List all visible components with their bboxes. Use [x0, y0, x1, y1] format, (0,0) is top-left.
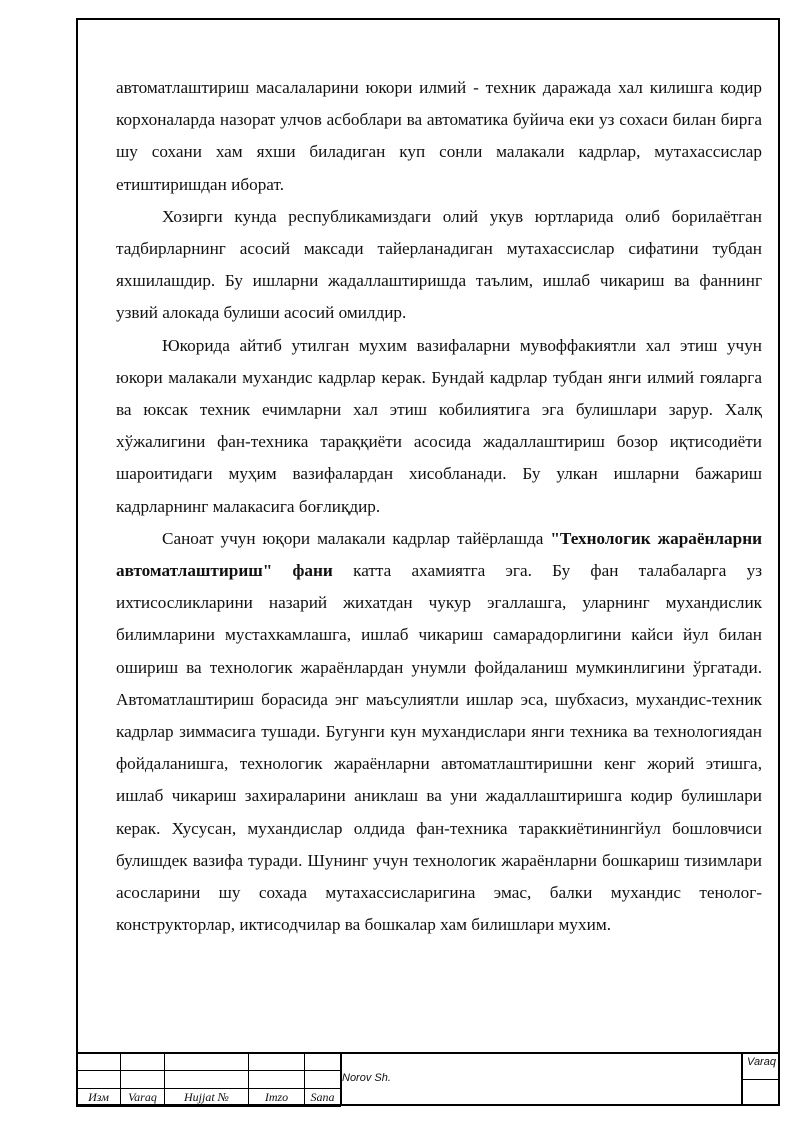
paragraph-4-rest: катта ахамиятга эга. Бу фан талабаларга уз ихтисосликларини назарий жихатдан чукур эгаллашга, уларнинг мухандислик билимларини мустахкамлашга, ишлаб чикариш самарадорлигини кайси йул билан ошириш ва технологик жараёнлардан унумли фойдаланиш мумкинлигини ўргатади. Автоматлаштириш борасида энг маъсулиятли ишлар эса, шубхасиз, мухандис-техник кадрлар зиммасига тушади. Бугунги кун мухандислари янги техника ва технологиядан фойдаланишга, технологик жараёнларни автоматлаштиришни кенг жорий этишга, ишлаб чикариш захираларини аниклаш ва уни жадаллаштиришга кодир булишлари керак. Хусусан, мухандислар олдида фан-техника тараккиётинингйул бошловчиси булишдек вазифа туради. Шунинг учун технологик жараёнларни бошкариш тизимлари асосларини шу сохада мутахассисларигина эмас, балки мухандис тенолог-конструкторлар, иктисодчилар ва бошкалар хам билишлари мухим. [116, 561, 762, 935]
paragraph-4 [116, 523, 762, 942]
paragraph-1: автоматлаштириш масалаларини юкори илмий - техник даражада хал килишга кодир корхоналарда назорат улчов асбоблари ва автоматика буйича еки уз сохаси билан бирга шу сохани хам яхши биладиган куп сонли малакали кадрлар, мутахассислар етиштиришдан иборат. [116, 78, 762, 194]
label-izm: Изм [77, 1089, 121, 1107]
sheet-number-box [741, 1052, 780, 1106]
label-varaq: Varaq [121, 1089, 165, 1107]
label-imzo: Imzo [249, 1089, 305, 1107]
paragraph-4-lead: Саноат учун юқори малакали кадрлар тайёрлашда [162, 528, 551, 548]
paragraph-3: Юкорида айтиб утилган мухим вазифаларни мувоффакиятли хал этиш учун юкори малакали мухандис кадрлар керак. Бундай кадрлар тубдан янги илмий гояларга ва юксак техник ечимларни хал этиш кобилиятига эга булишлари зарур. Халқ хўжалигини фан-техника тараққиёти асосида жадаллаштириш бозор иқтисодиёти шароитидаги муҳим вазифалардан хисобланади. Бу улкан ишларни бажариш кадрларнинг малакасига боғлиқдир. [116, 335, 762, 516]
revision-table [76, 1052, 341, 1107]
document-body [116, 72, 762, 941]
label-sana: Sana [305, 1089, 341, 1107]
sheet-label: Varaq [747, 1056, 776, 1068]
paragraph-2: Хозирги кунда республикамиздаги олий укув юртларида олиб борилаётган тадбирларнинг асосий максади тайерланадиган мутахассислар сифатини тубдан яхшилашдир. Бу ишларни жадаллаштиришда таълим, ишлаб чикариш ва фаннинг узвий алокада булиши асосий омилдир. [116, 206, 762, 323]
label-hujjat: Hujjat № [165, 1089, 249, 1107]
subject-title: "Технологик жараёнларни автоматлаштириш" фани [116, 528, 762, 581]
author-name: Norov Sh. [342, 1072, 391, 1084]
title-block [76, 1052, 780, 1106]
